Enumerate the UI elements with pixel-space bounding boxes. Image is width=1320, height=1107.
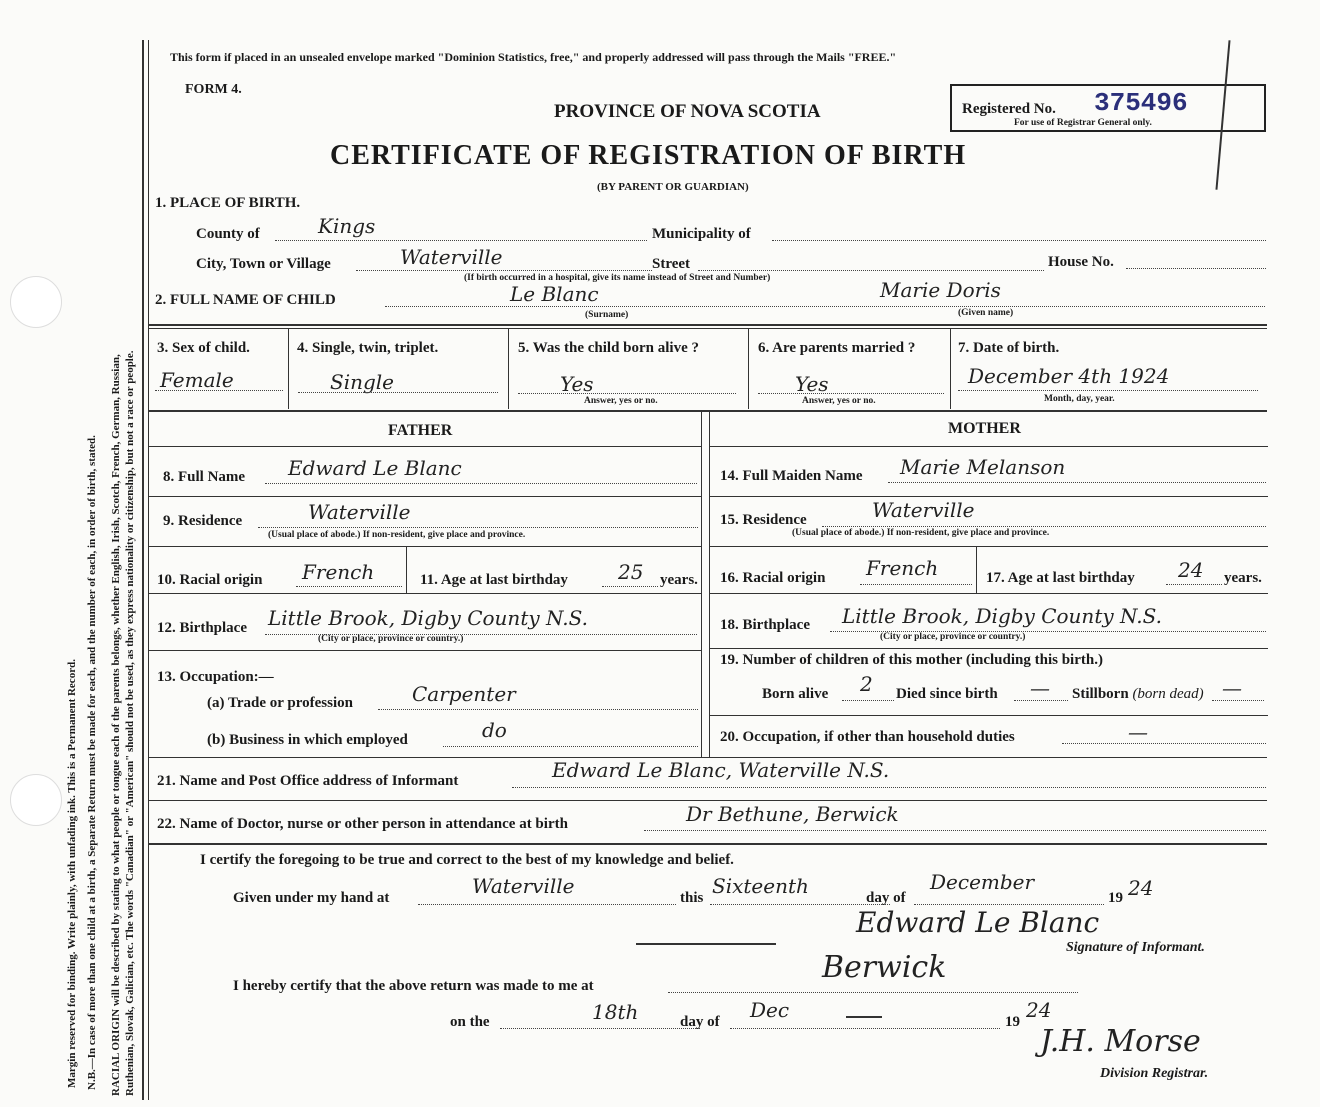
died-value[interactable]: — <box>1030 676 1050 700</box>
informant-signature[interactable]: Edward Le Blanc <box>856 906 1100 939</box>
margin-note-2: N.B.—In case of more than one child at a birth, a Separate Return must be made for each, and the number of each, in order of birth, stated. <box>86 435 98 1090</box>
municipality-line <box>772 240 1266 241</box>
reg-year-value[interactable]: 24 <box>1026 998 1052 1022</box>
father-name-value[interactable]: Edward Le Blanc <box>288 456 462 480</box>
mother-row-rule-3 <box>710 593 1268 594</box>
section-rule-1b <box>149 328 1267 329</box>
municipality-label: Municipality of <box>652 226 751 242</box>
father-row-rule-4 <box>149 650 701 651</box>
on-day-value[interactable]: 18th <box>592 1000 639 1024</box>
mother-occupation-value[interactable]: — <box>1128 720 1148 744</box>
plurality-label: 4. Single, twin, triplet. <box>297 340 439 356</box>
margin-note-1: Margin reserved for binding. Write plainly, with unfading ink. This is a Permanent Record. <box>66 659 78 1088</box>
father-birthplace-label: 12. Birthplace <box>157 620 247 636</box>
doctor-value[interactable]: Dr Bethune, Berwick <box>686 802 899 826</box>
father-heading-rule <box>149 446 701 447</box>
mother-racial-label: 16. Racial origin <box>720 570 826 586</box>
married-caption: Answer, yes or no. <box>802 396 876 406</box>
province-title: PROVINCE OF NOVA SCOTIA <box>554 101 821 122</box>
col-divider-3 <box>748 329 749 409</box>
alive-label: 5. Was the child born alive ? <box>518 340 699 356</box>
doctor-label: 22. Name of Doctor, nurse or other person in attendance at birth <box>157 816 568 832</box>
mother-age-value[interactable]: 24 <box>1178 558 1204 582</box>
mother-residence-caption: (Usual place of abode.) If non-resident, give place and province. <box>792 528 1050 538</box>
mother-residence-label: 15. Residence <box>720 512 807 528</box>
mother-age-label: 17. Age at last birthday <box>986 570 1135 586</box>
father-business-label: (b) Business in which employed <box>207 732 408 748</box>
mother-birthplace-caption: (City or place, province or country.) <box>880 632 1026 642</box>
page-title: CERTIFICATE OF REGISTRATION OF BIRTH <box>330 140 967 171</box>
died-label: Died since birth <box>896 686 998 702</box>
father-trade-line <box>378 709 698 710</box>
margin-border <box>142 40 144 1100</box>
street-line <box>698 270 1044 271</box>
mother-row-rule-2 <box>710 546 1268 547</box>
registered-box <box>950 84 1266 132</box>
informant-line <box>512 787 1266 788</box>
given-label: Given under my hand at <box>233 890 390 906</box>
section-rule-1 <box>149 324 1267 326</box>
binding-hole-bottom <box>10 774 62 826</box>
this-value[interactable]: Sixteenth <box>712 874 809 898</box>
mother-row-rule-4 <box>710 648 1268 649</box>
mother-name-value[interactable]: Marie Melanson <box>900 455 1066 479</box>
section-rule-5 <box>149 843 1267 845</box>
on-the-label: on the <box>450 1014 490 1030</box>
registered-number: 375496 <box>1094 88 1188 118</box>
stillborn-value[interactable]: — <box>1222 676 1242 700</box>
father-residence-caption: (Usual place of abode.) If non-resident, give place and province. <box>268 530 526 540</box>
alive-value[interactable]: Yes <box>560 372 594 396</box>
informant-signature-dash <box>636 943 776 945</box>
year-value[interactable]: 24 <box>1128 876 1154 900</box>
father-row-rule-2 <box>149 546 701 547</box>
born-alive-label: Born alive <box>762 686 829 702</box>
alive-caption: Answer, yes or no. <box>584 396 658 406</box>
mother-racial-line <box>860 584 972 585</box>
city-label: City, Town or Village <box>196 256 331 272</box>
mother-years-label: years. <box>1224 570 1262 586</box>
margin-note-3: RACIAL ORIGIN will be described by stating to what people or tongue each of the parents belongs, whether English, Irish, Scotch, French, German, Russian, <box>110 354 122 1096</box>
sex-label: 3. Sex of child. <box>157 340 250 356</box>
dob-caption: Month, day, year. <box>1044 394 1115 404</box>
father-trade-value[interactable]: Carpenter <box>412 682 516 706</box>
mother-birthplace-value[interactable]: Little Brook, Digby County N.S. <box>842 604 1162 628</box>
section-rule-4 <box>149 800 1267 801</box>
house-label: House No. <box>1048 254 1114 270</box>
married-label: 6. Are parents married ? <box>758 340 916 356</box>
father-birthplace-caption: (City or place, province or country.) <box>318 634 464 644</box>
father-racial-divider <box>406 547 407 593</box>
parents-divider-2 <box>709 412 710 757</box>
sex-value[interactable]: Female <box>160 368 234 392</box>
surname-caption: (Surname) <box>585 310 629 320</box>
registrar-note: For use of Registrar General only. <box>1014 118 1152 128</box>
form-number: FORM 4. <box>185 82 242 97</box>
married-value[interactable]: Yes <box>795 372 829 396</box>
informant-label: 21. Name and Post Office address of Informant <box>157 773 459 789</box>
house-line <box>1126 268 1266 269</box>
mother-occupation-line <box>1062 743 1266 744</box>
father-business-value[interactable]: do <box>482 718 507 742</box>
registered-label: Registered No. <box>962 101 1056 117</box>
registrar-signature[interactable]: J.H. Morse <box>1040 1024 1201 1059</box>
father-age-line <box>602 586 658 587</box>
col-divider-4 <box>950 329 951 409</box>
month-line <box>914 904 1104 905</box>
mother-racial-divider <box>976 547 977 593</box>
father-row-rule-1 <box>149 496 701 497</box>
registrar-place-value[interactable]: Berwick <box>822 950 947 985</box>
col-divider-1 <box>288 329 289 409</box>
mother-residence-value[interactable]: Waterville <box>872 498 975 522</box>
on-day-line <box>500 1028 700 1029</box>
mother-row-rule-5 <box>710 715 1268 716</box>
given-place-line <box>418 904 676 905</box>
mother-racial-value[interactable]: French <box>866 556 939 580</box>
sex-line <box>155 390 283 391</box>
given-caption: (Given name) <box>958 308 1014 318</box>
parents-divider <box>701 412 702 757</box>
died-line <box>1014 700 1068 701</box>
father-row-rule-3 <box>149 593 701 594</box>
reg-day-of-label: day of <box>680 1014 720 1030</box>
father-trade-label: (a) Trade or profession <box>207 695 353 711</box>
col-divider-2 <box>508 329 509 409</box>
registrar-place-line <box>668 992 1078 993</box>
born-alive-line <box>842 700 894 701</box>
registrar-statement: I hereby certify that the above return was made to me at <box>233 978 594 994</box>
dob-line <box>958 390 1258 391</box>
father-business-line <box>443 746 698 747</box>
binding-hole-top <box>10 276 62 328</box>
reg-month-value[interactable]: Dec <box>750 998 790 1022</box>
certify-statement: I certify the foregoing to be true and correct to the best of my knowledge and belief. <box>200 852 734 868</box>
mother-heading: MOTHER <box>948 420 1021 437</box>
alive-line <box>518 393 736 394</box>
reg-month-dash <box>846 1016 882 1018</box>
reg-month-line <box>730 1028 1000 1029</box>
mother-name-label: 14. Full Maiden Name <box>720 468 863 484</box>
this-label: this <box>680 890 704 906</box>
born-alive-value[interactable]: 2 <box>860 672 873 696</box>
mother-residence-line <box>822 526 1266 527</box>
father-birthplace-value[interactable]: Little Brook, Digby County N.S. <box>268 606 588 630</box>
father-residence-label: 9. Residence <box>163 513 243 529</box>
given-place-value[interactable]: Waterville <box>472 874 575 898</box>
street-label: Street <box>652 256 691 272</box>
margin-border-inner <box>148 40 149 1100</box>
day-of-label: day of <box>866 890 906 906</box>
reg-year-prefix: 19 <box>1005 1014 1020 1030</box>
stillborn-caption: (born dead) <box>1132 686 1204 702</box>
mail-notice: This form if placed in an unsealed envelope marked "Dominion Statistics, free," and properly addressed will pass through the Mails "FREE." <box>170 50 897 64</box>
child-name-line <box>385 306 1265 307</box>
married-line <box>758 393 944 394</box>
mother-row-rule-1 <box>710 496 1268 497</box>
father-age-label: 11. Age at last birthday <box>420 572 568 588</box>
county-value[interactable]: Kings <box>318 214 376 238</box>
father-occupation-label: 13. Occupation:— <box>157 669 274 685</box>
father-residence-line <box>258 527 698 528</box>
year-prefix: 19 <box>1108 890 1123 906</box>
mother-children-label: 19. Number of children of this mother (including this birth.) <box>720 652 1103 668</box>
informant-value[interactable]: Edward Le Blanc, Waterville N.S. <box>552 758 890 782</box>
stillborn-word: Stillborn <box>1072 686 1129 702</box>
father-age-value[interactable]: 25 <box>618 560 644 584</box>
child-name-label: 2. FULL NAME OF CHILD <box>155 292 336 308</box>
child-surname[interactable]: Le Blanc <box>510 282 599 306</box>
county-label: County of <box>196 226 260 242</box>
plurality-value[interactable]: Single <box>330 370 395 394</box>
doctor-line <box>644 830 1266 831</box>
father-residence-value[interactable]: Waterville <box>308 500 411 524</box>
mother-birthplace-label: 18. Birthplace <box>720 617 810 633</box>
city-value[interactable]: Waterville <box>400 245 503 269</box>
hospital-note: (If birth occurred in a hospital, give its name instead of Street and Number) <box>464 273 771 283</box>
dob-value[interactable]: December 4th 1924 <box>968 364 1170 388</box>
father-racial-line <box>296 586 402 587</box>
father-racial-label: 10. Racial origin <box>157 572 263 588</box>
father-name-line <box>265 483 697 484</box>
father-years-label: years. <box>660 572 698 588</box>
dob-label: 7. Date of birth. <box>958 340 1060 356</box>
mother-name-line <box>888 482 1266 483</box>
father-name-label: 8. Full Name <box>163 469 246 485</box>
mother-heading-rule <box>710 446 1268 447</box>
plurality-line <box>298 392 498 393</box>
place-of-birth-label: 1. PLACE OF BIRTH. <box>155 195 301 211</box>
mother-occupation-label: 20. Occupation, if other than household duties <box>720 729 1015 745</box>
margin-note-4: Ruthenian, Slovak, Galician, etc. The words "Canadian" or "American" should not be used, as they express nationality or citizenship, but not a race or people. <box>124 350 136 1096</box>
month-value[interactable]: December <box>930 870 1035 894</box>
section-rule-2 <box>149 410 1267 412</box>
stillborn-label <box>1072 686 1204 703</box>
informant-signature-caption: Signature of Informant. <box>1066 940 1205 955</box>
county-line <box>275 240 647 241</box>
stillborn-line <box>1212 700 1264 701</box>
father-racial-value[interactable]: French <box>302 560 375 584</box>
mother-age-line <box>1166 584 1222 585</box>
page-subtitle: (BY PARENT OR GUARDIAN) <box>597 181 749 193</box>
registrar-caption: Division Registrar. <box>1100 1066 1209 1081</box>
city-line <box>356 270 652 271</box>
father-heading: FATHER <box>388 422 453 439</box>
child-given-name[interactable]: Marie Doris <box>880 278 1001 302</box>
this-line <box>710 904 890 905</box>
